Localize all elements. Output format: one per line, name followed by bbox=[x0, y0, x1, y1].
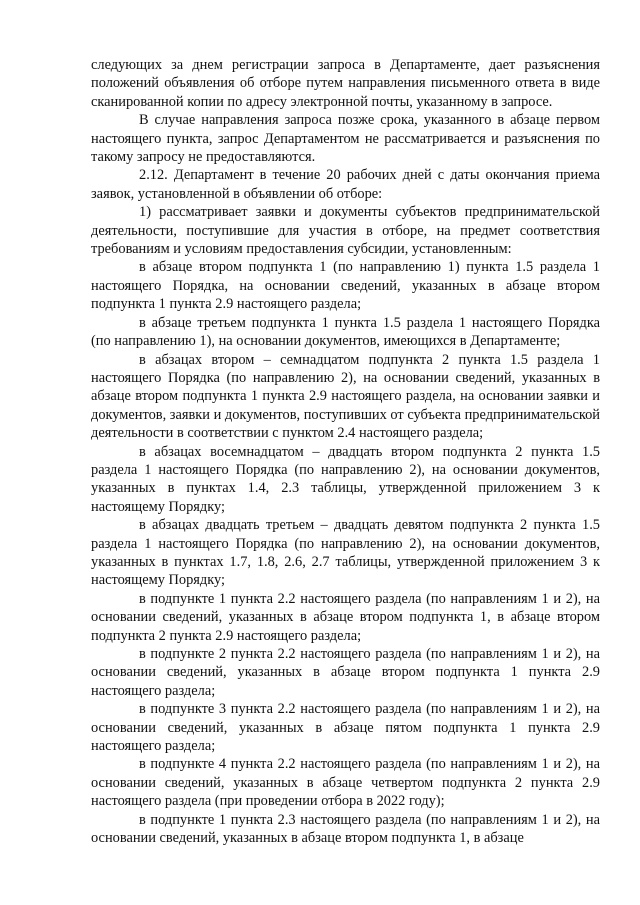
document-page bbox=[91, 56, 600, 847]
paragraph-12: в подпункте 3 пункта 2.2 настоящего раздела (по направлениям 1 и 2), на основании сведений, указанных в абзаце пятом подпункта 1 пункта 2.9 настоящего раздела; bbox=[91, 701, 600, 755]
paragraph-9: в абзацах двадцать третьем – двадцать девятом подпункта 2 пункта 1.5 раздела 1 настоящего Порядка (по направлению 2), на основании документов, указанных в пунктах 1.7, 1.8, 2.6, 2.7 таблицы, утвержденной приложением 3 к настоящему Порядку; bbox=[91, 517, 600, 589]
paragraph-6: в абзаце третьем подпункта 1 пункта 1.5 раздела 1 настоящего Порядка (по направлению 1), на основании документов, имеющихся в Департаменте; bbox=[91, 314, 600, 350]
paragraph-7: в абзацах втором – семнадцатом подпункта 2 пункта 1.5 раздела 1 настоящего Порядка (по направлению 2), на основании сведений, указанных в абзаце втором подпункта 1 пункта 2.9 настоящего раздела, на основании заявки и документов, заявки и документов, поступивших от субъекта предпринимательской деятельности в соответствии с пунктом 2.4 настоящего раздела; bbox=[91, 351, 600, 442]
paragraph-4: 1) рассматривает заявки и документы субъектов предпринимательской деятельности, поступившие для участия в отборе, на предмет соответствия требованиям и условиям предоставления субсидии, установленным: bbox=[91, 204, 600, 258]
paragraph-1: следующих за днем регистрации запроса в Департаменте, дает разъяснения положений объявления об отборе путем направления письменного ответа в виде сканированной копии по адресу электронной почты, указанному в запросе. bbox=[91, 57, 600, 110]
paragraph-3: 2.12. Департамент в течение 20 рабочих дней с даты окончания приема заявок, установленной в объявлении об отборе: bbox=[91, 167, 600, 202]
paragraph-5: в абзаце втором подпункта 1 (по направлению 1) пункта 1.5 раздела 1 настоящего Порядка, на основании сведений, указанных в абзаце втором подпункта 1 пункта 2.9 настоящего раздела; bbox=[91, 259, 600, 313]
paragraph-14: в подпункте 1 пункта 2.3 настоящего раздела (по направлениям 1 и 2), на основании сведений, указанных в абзаце втором подпункта 1, в абзаце bbox=[91, 811, 600, 847]
paragraph-2: В случае направления запроса позже срока, указанного в абзаце первом настоящего пункта, запрос Департаментом не рассматривается и разъяснения по такому запросу не предоставляются. bbox=[91, 112, 600, 166]
paragraph-11: в подпункте 2 пункта 2.2 настоящего раздела (по направлениям 1 и 2), на основании сведений, указанных в абзаце втором подпункта 1 пункта 2.9 настоящего раздела; bbox=[91, 646, 600, 699]
paragraph-13: в подпункте 4 пункта 2.2 настоящего раздела (по направлениям 1 и 2), на основании сведений, указанных в абзаце четвертом подпункта 2 пункта 2.9 настоящего раздела (при проведении отбора в 2022 году); bbox=[91, 756, 600, 810]
paragraph-8: в абзацах восемнадцатом – двадцать втором подпункта 2 пункта 1.5 раздела 1 настоящего Порядка (по направлению 2), на основании документов, указанных в пунктах 1.4, 2.3 таблицы, утвержденной приложением 3 к настоящему Порядку; bbox=[91, 443, 600, 515]
paragraph-10: в подпункте 1 пункта 2.2 настоящего раздела (по направлениям 1 и 2), на основании сведений, указанных в абзаце втором подпункта 1, в абзаце втором подпункта 2 пункта 2.9 настоящего раздела; bbox=[91, 590, 600, 644]
